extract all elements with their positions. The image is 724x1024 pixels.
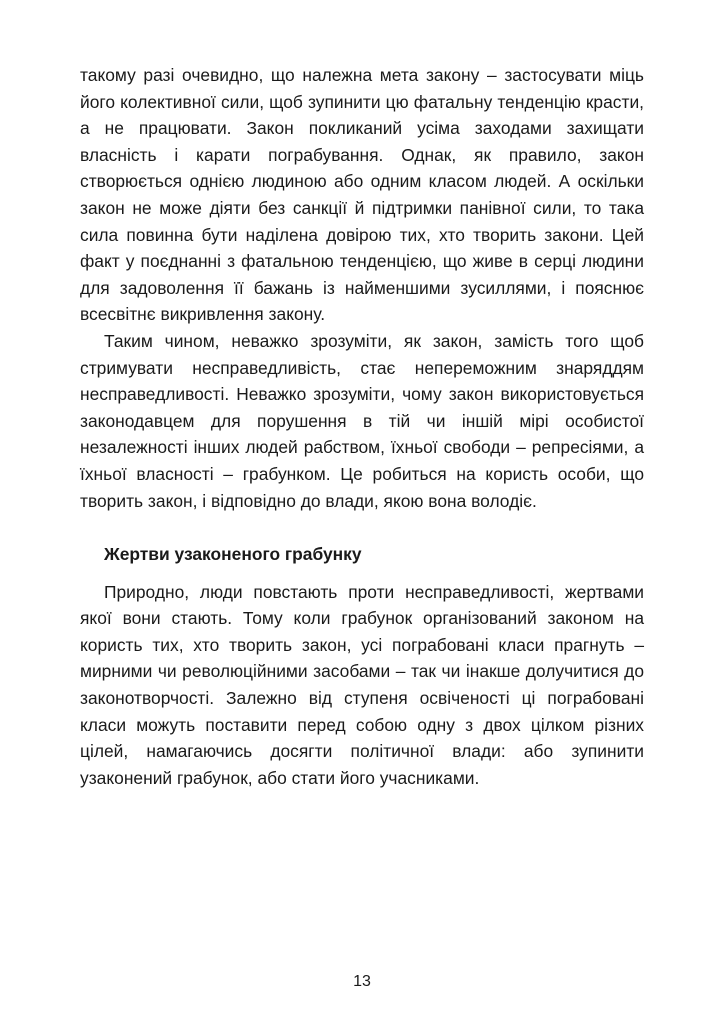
paragraph-third: Природно, люди повстають проти несправедливості, жертвами якої вони стають. Тому коли грабунок організований законом на користь тих, хто творить закон, усі пограбовані класи прагнуть – мирними чи революційними засобами – так чи інакше долучитися до законотворчості. Залежно від ступеня освіченості ці пограбовані класи можуть поставити перед собою одну з двох цілком різних цілей, намагаючись досягти політичної влади: або зупинити узаконений грабунок, або стати його учасниками. bbox=[80, 581, 644, 788]
section-heading: Жертви узаконеного грабунку bbox=[104, 544, 362, 565]
page-body bbox=[80, 62, 644, 791]
paragraph-second: Таким чином, неважко зрозуміти, як закон, замість того щоб стримувати несправедливість, стає непереможним знаряддям несправедливості. Неважко зрозуміти, чому закон використовується законодавцем для порушення в тій чи іншій мірі особистої незалежності інших людей рабством, їхньої свободи – репресіями, а їхньої власності – грабунком. Це робиться на користь особи, що творить закон, і відповідно до влади, якою вона володіє. bbox=[80, 330, 644, 511]
paragraph-continued: такому разі очевидно, що належна мета закону – застосувати міць його колективної сили, щоб зупинити цю фатальну тенденцію красти, а не працювати. Закон покликаний усіма заходами захищати власність і карати пограбування. Однак, як правило, закон створюється однією людиною або одним класом людей. А оскільки закон не може діяти без санкції й підтримки панівної сили, то така сила повинна бути наділена довірою тих, хто творить закони. Цей факт у поєднанні з фатальною тенденцією, що живе в серці людини для задоволення її бажань із найменшими зусиллями, і пояснює всесвітнє викривлення закону. bbox=[80, 65, 644, 325]
page-number: 13 bbox=[353, 973, 371, 990]
